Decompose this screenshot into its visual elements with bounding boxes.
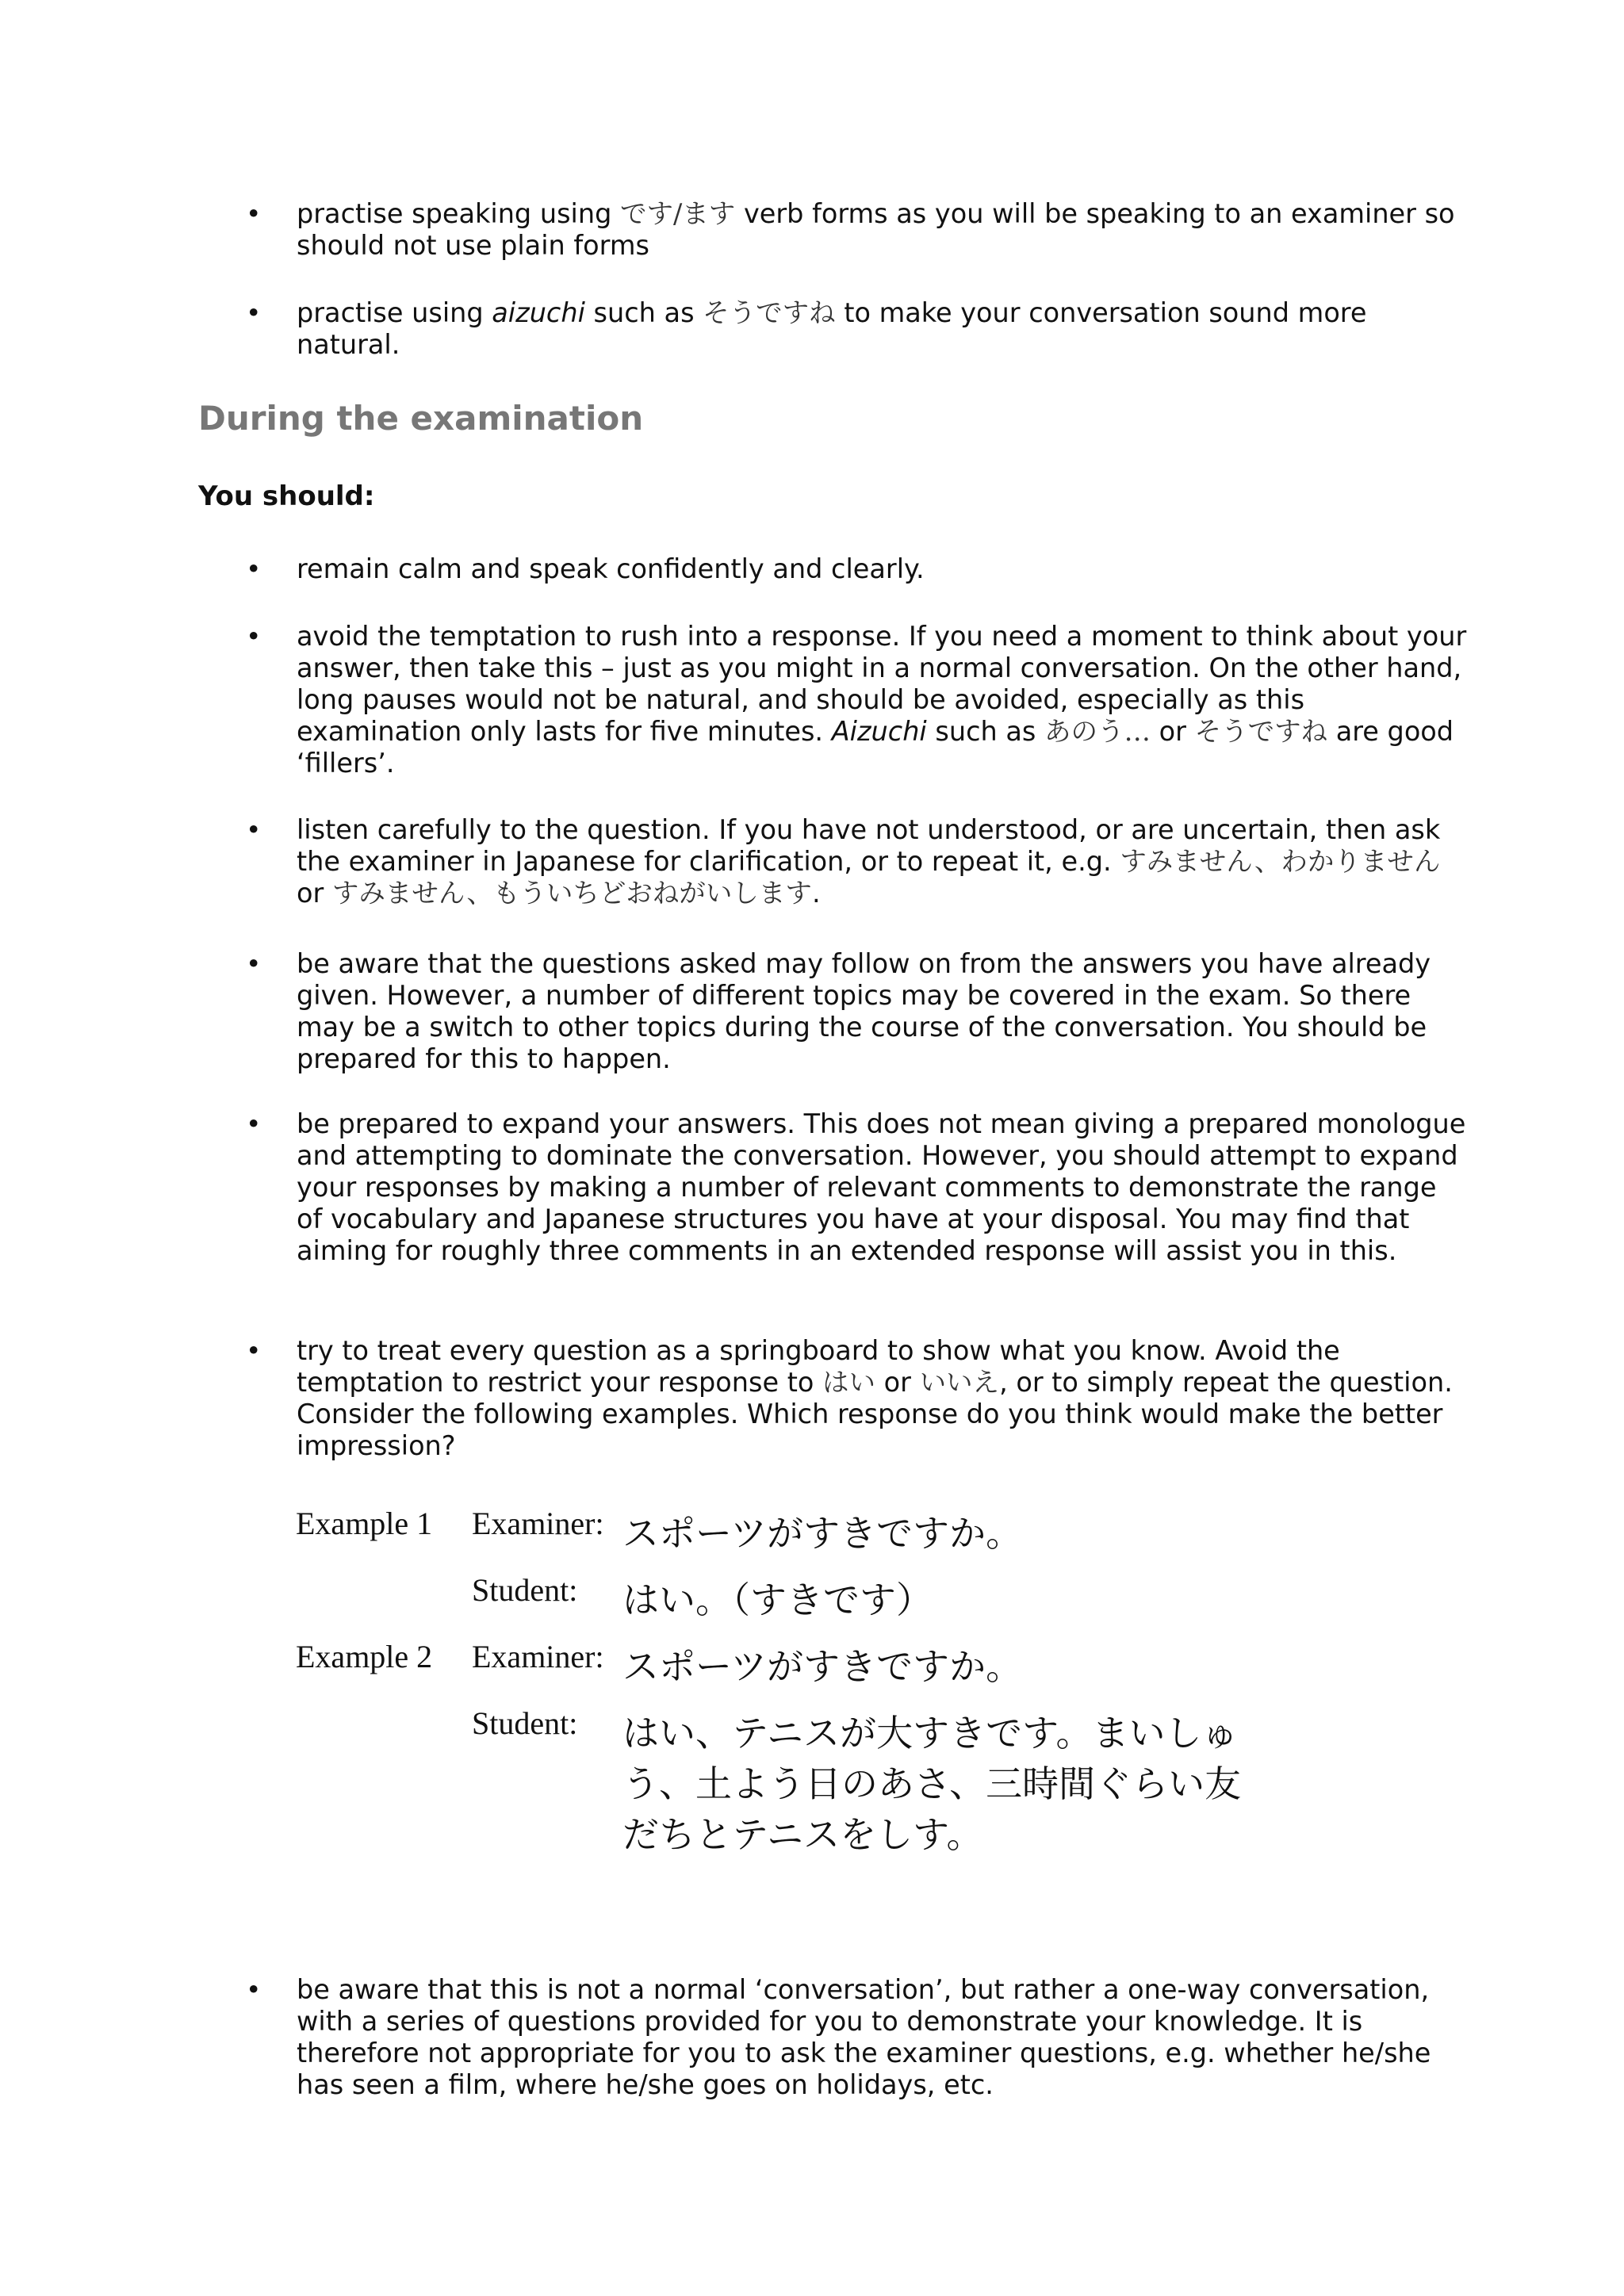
item-text: avoid the temptation to rush into a response. If you need a moment to think about your answer, then take this – just as you might in a normal conversation. On the other hand, long pauses would not be natural, and should be avoided, especially as this examination only lasts for five minutes.: [297, 621, 1467, 747]
bullet-list: [198, 948, 1467, 1075]
item-text: verb forms as you will be speaking to an examiner so should not use plain forms: [297, 198, 1455, 261]
list-block: [198, 1974, 1467, 2101]
student-line: はい。（すきです）: [622, 1578, 933, 1621]
list-block: [198, 1108, 1467, 1267]
list-block: [198, 814, 1467, 909]
item-text: such as: [926, 716, 1044, 747]
list-item-oneway: • be aware that this is not a normal ‘conversation’, but rather a one-way conversation, with a series of questions provided for you to demonstrate your knowledge. It is therefore not appropriate for you to ask the examiner questions, e.g. whether he/she has seen a film, where he/she goes on holidays, etc.: [198, 1974, 1467, 2101]
student-role: Student:: [472, 1572, 578, 1608]
example-label: Example 1: [296, 1506, 433, 1541]
japanese-text: はい: [822, 1367, 875, 1398]
item-text: listen carefully to the question. If you have not understood, or are uncertain, then ask the examiner in Japanese for clarification, or to repeat it, e.g.: [297, 814, 1441, 877]
example1-examiner-row: [296, 1505, 1327, 1571]
bullet-list: [198, 553, 1467, 585]
list-block: [198, 553, 1467, 585]
examiner-role: Examiner:: [472, 1506, 604, 1541]
japanese-text: あのう…: [1044, 716, 1151, 747]
item-text: practise speaking using: [297, 198, 620, 229]
item-text: .: [811, 878, 821, 909]
example-label: Example 2: [296, 1639, 433, 1674]
item-text: are good ‘fillers’.: [297, 716, 1454, 779]
item-text: such as: [584, 297, 703, 328]
item-text: to make your conversation sound more natural.: [297, 297, 1367, 360]
list-item: [198, 198, 1467, 262]
prep-list-block: [198, 297, 1467, 361]
section-heading: During the examination: [198, 399, 644, 438]
list-item-expand: • be prepared to expand your answers. This does not mean giving a prepared monologue and attempting to dominate the conversation. However, you should attempt to expand your responses by making a number of relevant comments to demonstrate the range of vocabulary and Japanese structures you have at your disposal. You may find that aiming for roughly three comments in an extended response will assist you in this.: [198, 1108, 1467, 1267]
item-text: try to treat every question as a springboard to show what you know. Avoid the temptation to restrict your response to: [297, 1335, 1340, 1398]
student-role: Student:: [472, 1705, 578, 1741]
japanese-text: すみません、わかりません: [1120, 846, 1441, 877]
list-item-follow: • be aware that the questions asked may follow on from the answers you have already given. However, a number of different topics may be covered in the exam. So there may be a switch to other topics during the course of the conversation. You should be prepared for this to happen.: [198, 948, 1467, 1075]
item-text: or: [1151, 716, 1195, 747]
list-block: [198, 948, 1467, 1075]
subheading: You should:: [198, 480, 375, 512]
japanese-text: そうですね: [703, 297, 836, 328]
list-item: [198, 297, 1467, 361]
japanese-text: いいえ: [919, 1367, 1000, 1398]
emphasis-text: Aizuchi: [831, 716, 927, 747]
list-item-listen: [198, 814, 1467, 909]
bullet-list: [198, 1335, 1467, 1462]
example-dialogues: [296, 1505, 1327, 1863]
list-item-springboard: [198, 1335, 1467, 1462]
prep-list-block: [198, 198, 1467, 262]
example1-student-row: [296, 1571, 1327, 1638]
bullet-list: [198, 621, 1467, 779]
example2-student-row: [296, 1705, 1327, 1863]
student-line: はい、テニスが大すきです。まいしゅう、土よう日のあさ、三時間ぐらい友だちとテニスをしす。: [622, 1712, 1242, 1856]
example2-examiner-row: [296, 1638, 1327, 1705]
item-text: or: [875, 1367, 920, 1398]
prep-list: [198, 297, 1467, 361]
examiner-line: スポーツがすきですか。: [622, 1645, 1023, 1688]
bullet-list: [198, 1108, 1467, 1267]
item-text: or: [297, 878, 332, 909]
item-text: , or to simply repeat the question. Consider the following examples. Which response do you think would make the better impression?: [297, 1367, 1453, 1461]
japanese-text: そうですね: [1194, 716, 1328, 747]
list-block: [198, 1335, 1467, 1462]
list-item-rush: [198, 621, 1467, 779]
list-block: [198, 621, 1467, 779]
examiner-line: スポーツがすきですか。: [622, 1512, 1023, 1555]
prep-list: [198, 198, 1467, 262]
list-item-calm: • remain calm and speak confidently and clearly.: [198, 553, 1467, 585]
item-text: practise using: [297, 297, 492, 328]
bullet-list: [198, 814, 1467, 909]
bullet-list: [198, 1974, 1467, 2101]
japanese-text: すみません、もういちどおねがいします: [331, 878, 812, 909]
examiner-role: Examiner:: [472, 1639, 604, 1674]
emphasis-text: aizuchi: [492, 297, 585, 328]
japanese-text: です/ます: [620, 198, 736, 229]
